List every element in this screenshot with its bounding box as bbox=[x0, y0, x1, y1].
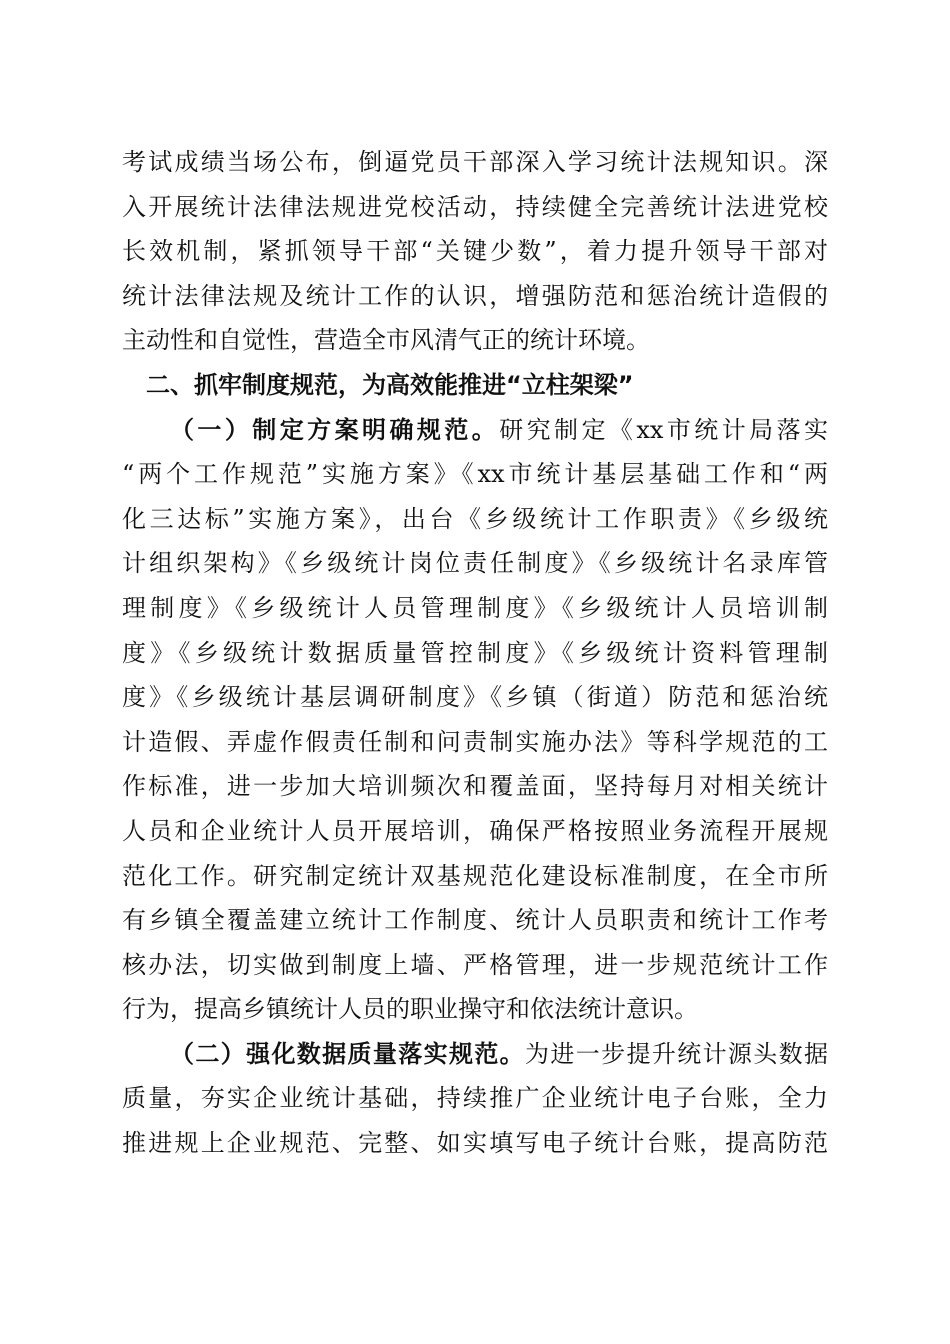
subsection-2-first-line-rest: 为进一步提升统计源头数据 bbox=[525, 1039, 828, 1068]
subsection-1-first-line bbox=[122, 408, 828, 453]
subsection-2-line: 质量，夯实企业统计基础，持续推广企业统计电子台账，全力 bbox=[122, 1084, 828, 1113]
subsection-1-line: 核办法，切实做到制度上墙、严格管理，进一步规范统计工作 bbox=[122, 950, 828, 979]
subsection-1-line: 化三达标”实施方案》，出台《乡级统计工作职责》《乡级统 bbox=[122, 504, 828, 533]
subsection-1-line: 度》《乡级统计数据质量管控制度》《乡级统计资料管理制 bbox=[122, 638, 828, 667]
paragraph-1-line-3: 长效机制，紧抓领导干部“关键少数”，着力提升领导干部对 bbox=[122, 237, 828, 266]
subsection-1-line: 范化工作。研究制定统计双基规范化建设标准制度，在全市所 bbox=[122, 861, 828, 890]
subsection-1-line: 人员和企业统计人员开展培训，确保严格按照业务流程开展规 bbox=[122, 816, 828, 845]
subsection-2-first-line bbox=[122, 1032, 828, 1077]
subsection-1-line: 理制度》《乡级统计人员管理制度》《乡级统计人员培训制 bbox=[122, 593, 828, 622]
subsection-1-line: 作标准，进一步加大培训频次和覆盖面，坚持每月对相关统计 bbox=[122, 772, 828, 801]
subsection-1-line: 度》《乡级统计基层调研制度》《乡镇（街道）防范和惩治统 bbox=[122, 683, 828, 712]
subsection-1-line: 行为，提高乡镇统计人员的职业操守和依法统计意识。 bbox=[122, 995, 698, 1024]
subsection-1-line: 计组织架构》《乡级统计岗位责任制度》《乡级统计名录库管 bbox=[122, 549, 828, 578]
paragraph-1-line-2: 入开展统计法律法规进党校活动，持续健全完善统计法进党校 bbox=[122, 192, 828, 221]
subsection-1-line: 有乡镇全覆盖建立统计工作制度、统计人员职责和统计工作考 bbox=[122, 906, 828, 935]
document-page bbox=[122, 140, 828, 1166]
paragraph-1-line-4: 统计法律法规及统计工作的认识，增强防范和惩治统计造假的 bbox=[122, 281, 828, 310]
subsection-1-line: “两个工作规范”实施方案》《xx市统计基层基础工作和“两 bbox=[122, 460, 828, 489]
paragraph-1-line-5: 主动性和自觉性，营造全市风清气正的统计环境。 bbox=[122, 326, 650, 355]
subsection-1-first-line-rest: 研究制定《xx市统计局落实 bbox=[499, 415, 828, 444]
subsection-2-line: 推进规上企业规范、完整、如实填写电子统计台账，提高防范 bbox=[122, 1129, 828, 1158]
paragraph-1-line-1: 考试成绩当场公布，倒逼党员干部深入学习统计法规知识。深 bbox=[122, 148, 828, 176]
subsection-1-line: 计造假、弄虚作假责任制和问责制实施办法》等科学规范的工 bbox=[122, 727, 828, 756]
section-heading: 二、抓牢制度规范，为高效能推进“立柱架梁” bbox=[146, 370, 634, 399]
subsection-1-lead: （一）制定方案明确规范。 bbox=[170, 415, 500, 444]
subsection-2-lead: （二）强化数据质量落实规范。 bbox=[170, 1039, 526, 1068]
